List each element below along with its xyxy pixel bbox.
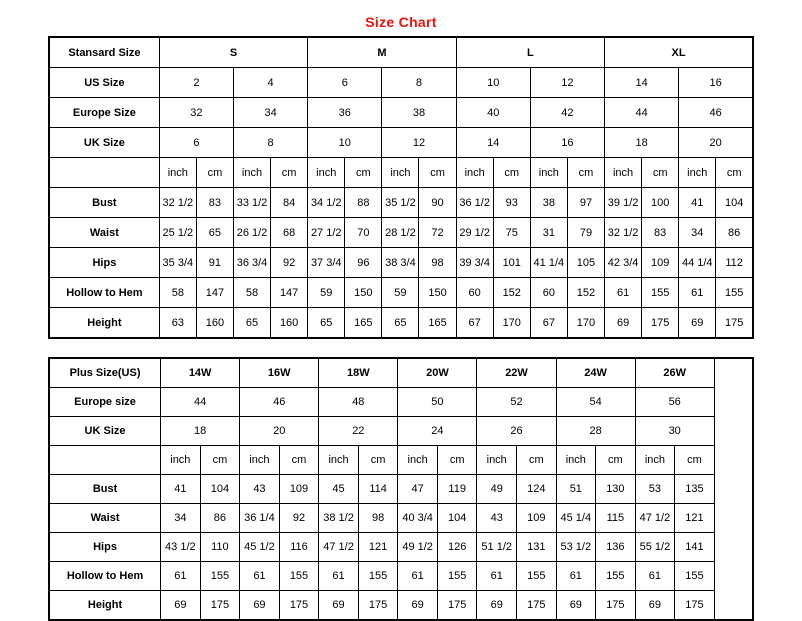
cell: 16 xyxy=(679,68,753,98)
cell: 170 xyxy=(567,308,604,339)
unit-cell: cm xyxy=(716,158,753,188)
cell: 31 xyxy=(530,218,567,248)
unit-cell: inch xyxy=(679,158,716,188)
table-row xyxy=(49,188,753,218)
cell: 130 xyxy=(596,475,636,504)
cell: 61 xyxy=(240,562,280,591)
cell: 61 xyxy=(605,278,642,308)
cell: 38 1/2 xyxy=(319,504,359,533)
cell: 72 xyxy=(419,218,456,248)
unit-cell: inch xyxy=(233,158,270,188)
cell: 147 xyxy=(196,278,233,308)
cell: 155 xyxy=(596,562,636,591)
cell: 104 xyxy=(200,475,240,504)
row-label-uk-size: UK Size xyxy=(49,417,161,446)
row-label-bust: Bust xyxy=(49,475,161,504)
cell: 39 3/4 xyxy=(456,248,493,278)
cell: 175 xyxy=(675,591,715,621)
cell: 152 xyxy=(493,278,530,308)
cell: 36 1/4 xyxy=(240,504,280,533)
cell: 22 xyxy=(319,417,398,446)
cell: 36 1/2 xyxy=(456,188,493,218)
group-header-14w: 14W xyxy=(161,358,240,388)
cell: 32 1/2 xyxy=(605,218,642,248)
table-row xyxy=(49,278,753,308)
cell: 92 xyxy=(279,504,319,533)
cell: 36 xyxy=(308,98,382,128)
unit-cell: inch xyxy=(477,446,517,475)
cell: 98 xyxy=(358,504,398,533)
unit-row xyxy=(49,446,753,475)
standard-size-table-wrapper xyxy=(48,36,754,339)
cell: 69 xyxy=(635,591,675,621)
cell: 115 xyxy=(596,504,636,533)
cell: 39 1/2 xyxy=(605,188,642,218)
unit-cell: cm xyxy=(437,446,477,475)
cell: 59 xyxy=(308,278,345,308)
cell: 53 xyxy=(635,475,675,504)
cell: 152 xyxy=(567,278,604,308)
unit-row-label xyxy=(49,446,161,475)
cell: 45 xyxy=(319,475,359,504)
cell: 104 xyxy=(437,504,477,533)
unit-cell: cm xyxy=(675,446,715,475)
cell: 61 xyxy=(556,562,596,591)
cell: 109 xyxy=(279,475,319,504)
plus-header-filler xyxy=(714,358,753,388)
plus-row-filler xyxy=(714,417,753,446)
cell: 61 xyxy=(161,562,201,591)
group-header-24w: 24W xyxy=(556,358,635,388)
cell: 8 xyxy=(233,128,307,158)
cell: 28 1/2 xyxy=(382,218,419,248)
unit-cell: cm xyxy=(517,446,557,475)
cell: 75 xyxy=(493,218,530,248)
cell: 37 3/4 xyxy=(308,248,345,278)
cell: 49 xyxy=(477,475,517,504)
cell: 50 xyxy=(398,388,477,417)
group-header-26w: 26W xyxy=(635,358,714,388)
cell: 69 xyxy=(398,591,438,621)
unit-cell: inch xyxy=(319,446,359,475)
cell: 26 1/2 xyxy=(233,218,270,248)
cell: 35 3/4 xyxy=(159,248,196,278)
cell: 26 xyxy=(477,417,556,446)
table-row xyxy=(49,533,753,562)
cell: 44 xyxy=(605,98,679,128)
cell: 54 xyxy=(556,388,635,417)
unit-cell: inch xyxy=(308,158,345,188)
cell: 175 xyxy=(279,591,319,621)
unit-cell: inch xyxy=(605,158,642,188)
cell: 34 xyxy=(233,98,307,128)
cell: 61 xyxy=(319,562,359,591)
cell: 124 xyxy=(517,475,557,504)
cell: 83 xyxy=(642,218,679,248)
cell: 56 xyxy=(635,388,714,417)
table-row xyxy=(49,358,753,388)
group-header-16w: 16W xyxy=(240,358,319,388)
cell: 59 xyxy=(382,278,419,308)
cell: 121 xyxy=(358,533,398,562)
cell: 121 xyxy=(675,504,715,533)
cell: 65 xyxy=(308,308,345,339)
cell: 92 xyxy=(271,248,308,278)
plus-corner-label: Plus Size(US) xyxy=(49,358,161,388)
cell: 4 xyxy=(233,68,307,98)
cell: 60 xyxy=(530,278,567,308)
group-header-18w: 18W xyxy=(319,358,398,388)
unit-cell: inch xyxy=(635,446,675,475)
cell: 18 xyxy=(605,128,679,158)
cell: 42 xyxy=(530,98,604,128)
cell: 61 xyxy=(398,562,438,591)
unit-cell: cm xyxy=(596,446,636,475)
cell: 83 xyxy=(196,188,233,218)
cell: 93 xyxy=(493,188,530,218)
cell: 46 xyxy=(679,98,753,128)
cell: 60 xyxy=(456,278,493,308)
cell: 100 xyxy=(642,188,679,218)
cell: 147 xyxy=(271,278,308,308)
group-header-m: M xyxy=(308,37,456,68)
table-row xyxy=(49,475,753,504)
plus-row-filler xyxy=(714,388,753,417)
cell: 109 xyxy=(517,504,557,533)
cell: 34 xyxy=(161,504,201,533)
page-title: Size Chart xyxy=(365,14,437,30)
row-label-us-size: US Size xyxy=(49,68,159,98)
cell: 40 3/4 xyxy=(398,504,438,533)
unit-cell: cm xyxy=(200,446,240,475)
cell: 69 xyxy=(605,308,642,339)
cell: 53 1/2 xyxy=(556,533,596,562)
cell: 51 xyxy=(556,475,596,504)
plus-row-filler xyxy=(714,504,753,533)
cell: 28 xyxy=(556,417,635,446)
cell: 160 xyxy=(196,308,233,339)
unit-cell: inch xyxy=(456,158,493,188)
cell: 6 xyxy=(159,128,233,158)
cell: 67 xyxy=(456,308,493,339)
cell: 58 xyxy=(233,278,270,308)
row-label-uk-size: UK Size xyxy=(49,128,159,158)
row-label-height: Height xyxy=(49,591,161,621)
row-label-waist: Waist xyxy=(49,504,161,533)
cell: 42 3/4 xyxy=(605,248,642,278)
unit-cell: cm xyxy=(419,158,456,188)
cell: 47 1/2 xyxy=(319,533,359,562)
cell: 38 xyxy=(530,188,567,218)
plus-row-filler xyxy=(714,533,753,562)
cell: 45 1/4 xyxy=(556,504,596,533)
row-label-hips: Hips xyxy=(49,533,161,562)
unit-cell: cm xyxy=(196,158,233,188)
group-header-20w: 20W xyxy=(398,358,477,388)
cell: 160 xyxy=(271,308,308,339)
cell: 41 1/4 xyxy=(530,248,567,278)
table-row xyxy=(49,37,753,68)
cell: 175 xyxy=(437,591,477,621)
row-label-height: Height xyxy=(49,308,159,339)
cell: 63 xyxy=(159,308,196,339)
standard-corner-label: Stansard Size xyxy=(49,37,159,68)
cell: 84 xyxy=(271,188,308,218)
cell: 49 1/2 xyxy=(398,533,438,562)
cell: 58 xyxy=(159,278,196,308)
cell: 61 xyxy=(635,562,675,591)
cell: 69 xyxy=(319,591,359,621)
unit-cell: inch xyxy=(161,446,201,475)
unit-cell: inch xyxy=(530,158,567,188)
cell: 91 xyxy=(196,248,233,278)
cell: 32 1/2 xyxy=(159,188,196,218)
cell: 34 1/2 xyxy=(308,188,345,218)
unit-cell: cm xyxy=(345,158,382,188)
cell: 119 xyxy=(437,475,477,504)
unit-cell: cm xyxy=(642,158,679,188)
unit-row-label xyxy=(49,158,159,188)
unit-cell: inch xyxy=(240,446,280,475)
cell: 101 xyxy=(493,248,530,278)
cell: 65 xyxy=(233,308,270,339)
cell: 47 xyxy=(398,475,438,504)
table-row xyxy=(49,591,753,621)
cell: 38 xyxy=(382,98,456,128)
cell: 105 xyxy=(567,248,604,278)
row-label-hips: Hips xyxy=(49,248,159,278)
cell: 97 xyxy=(567,188,604,218)
cell: 27 1/2 xyxy=(308,218,345,248)
cell: 155 xyxy=(716,278,753,308)
group-header-xl: XL xyxy=(605,37,753,68)
unit-cell: cm xyxy=(567,158,604,188)
cell: 96 xyxy=(345,248,382,278)
table-row xyxy=(49,248,753,278)
cell: 104 xyxy=(716,188,753,218)
cell: 46 xyxy=(240,388,319,417)
cell: 136 xyxy=(596,533,636,562)
cell: 86 xyxy=(200,504,240,533)
cell: 34 xyxy=(679,218,716,248)
plus-row-filler xyxy=(714,562,753,591)
cell: 170 xyxy=(493,308,530,339)
unit-cell: cm xyxy=(493,158,530,188)
cell: 14 xyxy=(605,68,679,98)
cell: 8 xyxy=(382,68,456,98)
cell: 45 1/2 xyxy=(240,533,280,562)
cell: 67 xyxy=(530,308,567,339)
cell: 41 xyxy=(161,475,201,504)
unit-cell: cm xyxy=(271,158,308,188)
unit-cell: inch xyxy=(159,158,196,188)
cell: 135 xyxy=(675,475,715,504)
cell: 70 xyxy=(345,218,382,248)
cell: 69 xyxy=(161,591,201,621)
plus-row-filler xyxy=(714,446,753,475)
cell: 55 1/2 xyxy=(635,533,675,562)
cell: 116 xyxy=(279,533,319,562)
cell: 12 xyxy=(530,68,604,98)
cell: 155 xyxy=(279,562,319,591)
cell: 47 1/2 xyxy=(635,504,675,533)
cell: 155 xyxy=(517,562,557,591)
cell: 12 xyxy=(382,128,456,158)
cell: 44 1/4 xyxy=(679,248,716,278)
cell: 40 xyxy=(456,98,530,128)
table-row xyxy=(49,388,753,417)
unit-cell: inch xyxy=(398,446,438,475)
row-label-europe-size: Europe size xyxy=(49,388,161,417)
cell: 112 xyxy=(716,248,753,278)
cell: 61 xyxy=(477,562,517,591)
table-row xyxy=(49,417,753,446)
standard-size-table xyxy=(48,36,754,339)
cell: 43 xyxy=(240,475,280,504)
cell: 155 xyxy=(437,562,477,591)
unit-row xyxy=(49,158,753,188)
cell: 88 xyxy=(345,188,382,218)
plus-row-filler xyxy=(714,591,753,621)
cell: 175 xyxy=(358,591,398,621)
cell: 98 xyxy=(419,248,456,278)
cell: 2 xyxy=(159,68,233,98)
unit-cell: cm xyxy=(279,446,319,475)
table-row xyxy=(49,308,753,339)
cell: 69 xyxy=(240,591,280,621)
cell: 175 xyxy=(517,591,557,621)
cell: 131 xyxy=(517,533,557,562)
cell: 109 xyxy=(642,248,679,278)
row-label-hollow-to-hem: Hollow to Hem xyxy=(49,278,159,308)
cell: 44 xyxy=(161,388,240,417)
plus-size-table xyxy=(48,357,754,621)
cell: 24 xyxy=(398,417,477,446)
group-header-s: S xyxy=(159,37,307,68)
cell: 14 xyxy=(456,128,530,158)
table-row xyxy=(49,68,753,98)
cell: 18 xyxy=(161,417,240,446)
cell: 10 xyxy=(456,68,530,98)
cell: 69 xyxy=(679,308,716,339)
cell: 10 xyxy=(308,128,382,158)
cell: 69 xyxy=(477,591,517,621)
cell: 68 xyxy=(271,218,308,248)
cell: 36 3/4 xyxy=(233,248,270,278)
cell: 65 xyxy=(382,308,419,339)
row-label-bust: Bust xyxy=(49,188,159,218)
cell: 25 1/2 xyxy=(159,218,196,248)
cell: 90 xyxy=(419,188,456,218)
cell: 155 xyxy=(200,562,240,591)
unit-cell: cm xyxy=(358,446,398,475)
cell: 114 xyxy=(358,475,398,504)
table-row xyxy=(49,504,753,533)
cell: 126 xyxy=(437,533,477,562)
cell: 41 xyxy=(679,188,716,218)
cell: 35 1/2 xyxy=(382,188,419,218)
cell: 51 1/2 xyxy=(477,533,517,562)
group-header-l: L xyxy=(456,37,604,68)
cell: 79 xyxy=(567,218,604,248)
cell: 32 xyxy=(159,98,233,128)
cell: 175 xyxy=(596,591,636,621)
table-row xyxy=(49,218,753,248)
cell: 155 xyxy=(675,562,715,591)
plus-row-filler xyxy=(714,475,753,504)
unit-cell: inch xyxy=(556,446,596,475)
cell: 43 xyxy=(477,504,517,533)
cell: 43 1/2 xyxy=(161,533,201,562)
cell: 29 1/2 xyxy=(456,218,493,248)
cell: 141 xyxy=(675,533,715,562)
cell: 165 xyxy=(419,308,456,339)
cell: 16 xyxy=(530,128,604,158)
group-header-22w: 22W xyxy=(477,358,556,388)
table-row xyxy=(49,562,753,591)
cell: 33 1/2 xyxy=(233,188,270,218)
cell: 110 xyxy=(200,533,240,562)
cell: 6 xyxy=(308,68,382,98)
plus-size-table-wrapper xyxy=(48,357,754,621)
cell: 175 xyxy=(200,591,240,621)
row-label-europe-size: Europe Size xyxy=(49,98,159,128)
table-row xyxy=(49,98,753,128)
cell: 150 xyxy=(419,278,456,308)
cell: 61 xyxy=(679,278,716,308)
cell: 165 xyxy=(345,308,382,339)
cell: 86 xyxy=(716,218,753,248)
cell: 155 xyxy=(642,278,679,308)
cell: 69 xyxy=(556,591,596,621)
row-label-waist: Waist xyxy=(49,218,159,248)
cell: 20 xyxy=(679,128,753,158)
cell: 175 xyxy=(642,308,679,339)
unit-cell: inch xyxy=(382,158,419,188)
cell: 175 xyxy=(716,308,753,339)
cell: 150 xyxy=(345,278,382,308)
cell: 65 xyxy=(196,218,233,248)
cell: 20 xyxy=(240,417,319,446)
table-gap xyxy=(0,339,802,357)
cell: 30 xyxy=(635,417,714,446)
table-row xyxy=(49,128,753,158)
cell: 48 xyxy=(319,388,398,417)
cell: 155 xyxy=(358,562,398,591)
row-label-hollow-to-hem: Hollow to Hem xyxy=(49,562,161,591)
cell: 52 xyxy=(477,388,556,417)
cell: 38 3/4 xyxy=(382,248,419,278)
